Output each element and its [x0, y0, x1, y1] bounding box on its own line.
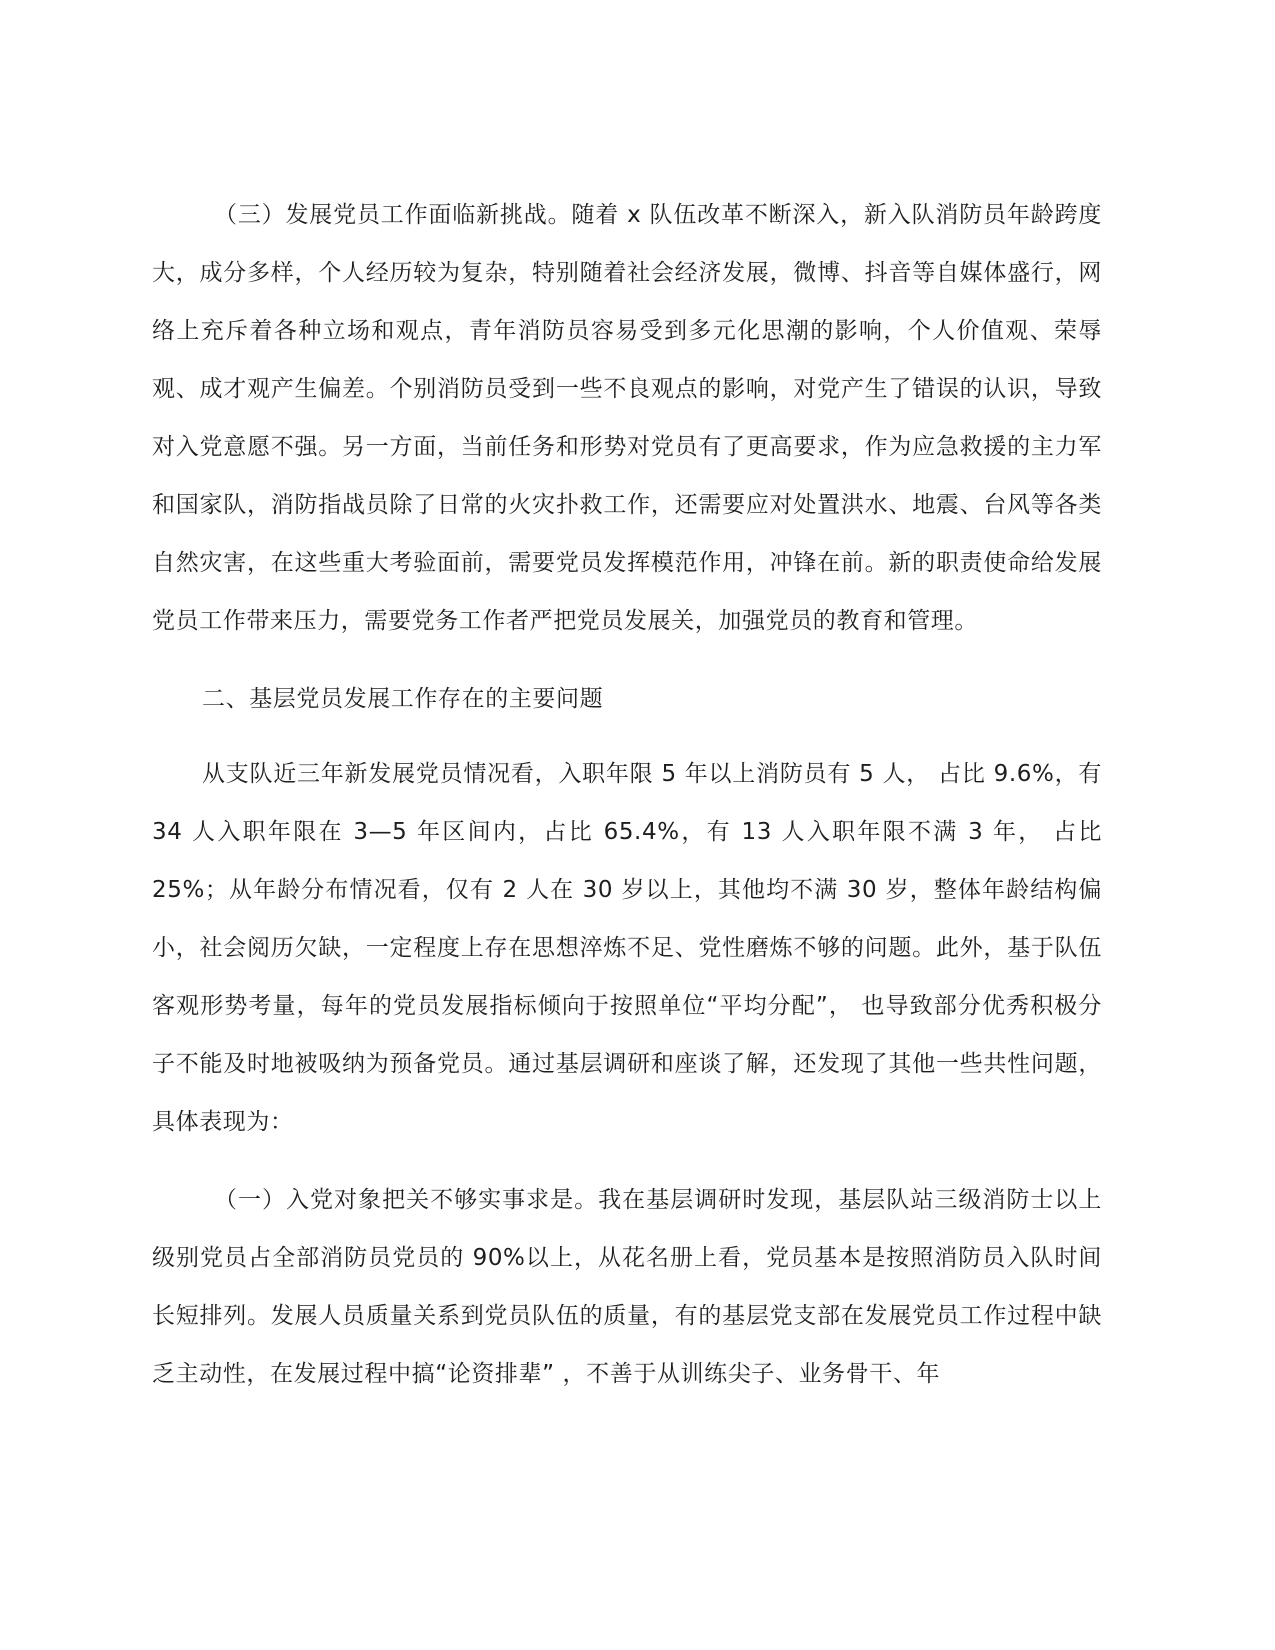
- section-heading-main-problems: 二、基层党员发展工作存在的主要问题: [202, 686, 604, 712]
- paragraph-statistics: 从支队近三年新发展党员情况看，入职年限 5 年以上消防员有 5 人， 占比 9.6%，有 34 人入职年限在 3—5 年区间内，占比 65.4%，有 13 人入职年限不满 3 年， 占比 25%；从年龄分布情况看，仅有 2 人在 30 岁以上，其他均不满 30 岁，整体年龄结构偏小，社会阅历欠缺，一定程度上存在思想淬炼不足、党性磨炼不够的问题。此外，基于队伍客观形势考量，每年的党员发展指标倾向于按照单位“平均分配”， 也导致部分优秀积极分子不能及时地被吸纳为预备党员。通过基层调研和座谈了解，还发现了其他一些共性问题，具体表现为：: [152, 761, 1102, 1135]
- paragraph-admission-screening: （一）入党对象把关不够实事求是。我在基层调研时发现，基层队站三级消防士以上级别党员占全部消防员党员的 90%以上，从花名册上看，党员基本是按照消防员入队时间长短排列。发展人员质量关系到党员队伍的质量，有的基层党支部在发展党员工作过程中缺乏主动性，在发展过程中搞“论资排辈” ，不善于从训练尖子、业务骨干、年: [152, 1187, 1102, 1387]
- document-body: [152, 186, 1102, 1403]
- paragraph-new-challenges: （三）发展党员工作面临新挑战。随着 x 队伍改革不断深入，新入队消防员年龄跨度大，成分多样，个人经历较为复杂，特别随着社会经济发展，微博、抖音等自媒体盛行，网络上充斥着各种立场和观点，青年消防员容易受到多元化思潮的影响，个人价值观、荣辱观、成才观产生偏差。个别消防员受到一些不良观点的影响，对党产生了错误的认识，导致对入党意愿不强。另一方面，当前任务和形势对党员有了更高要求，作为应急救援的主力军和国家队，消防指战员除了日常的火灾扑救工作，还需要应对处置洪水、地震、台风等各类自然灾害，在这些重大考验面前，需要党员发挥模范作用，冲锋在前。新的职责使命给发展党员工作带来压力，需要党务工作者严把党员发展关，加强党员的教育和管理。: [152, 202, 1102, 634]
